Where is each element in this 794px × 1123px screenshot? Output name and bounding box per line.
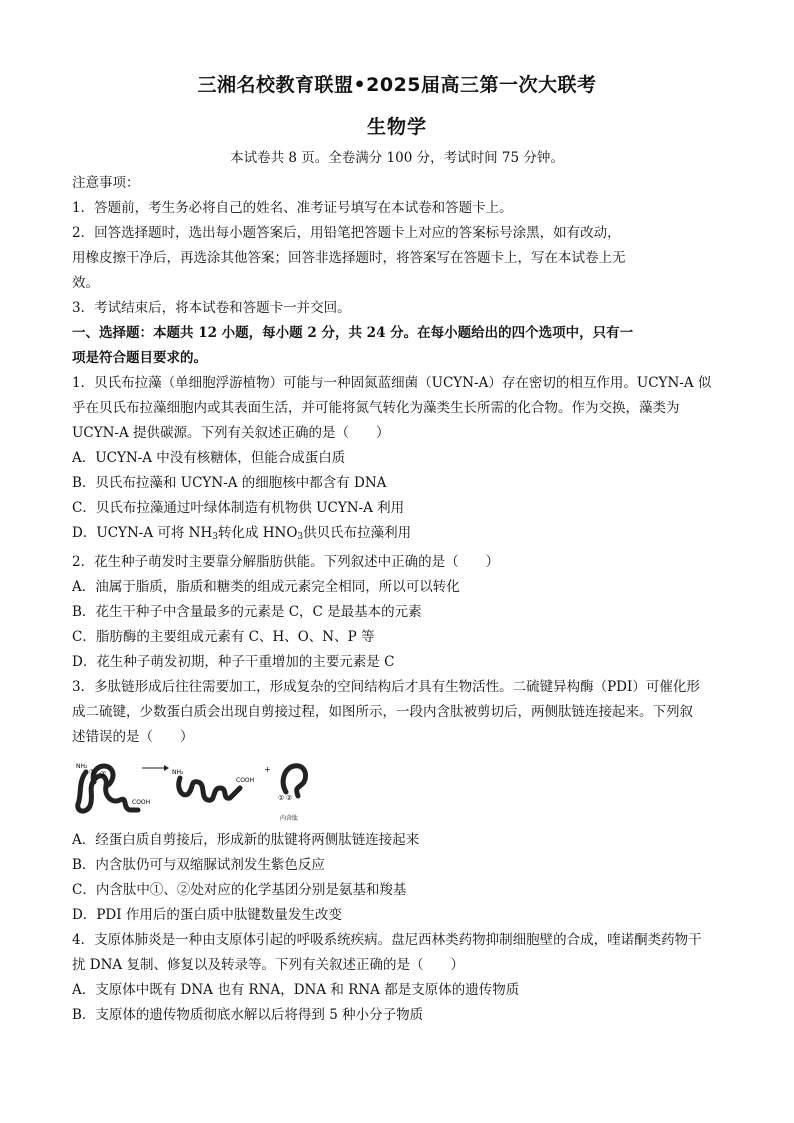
q1-option-d [72,521,722,550]
q3-option-d: D．PDI 作用后的蛋白质中肽键数量发生改变 [72,907,342,923]
marker-2-left: ② [100,770,107,778]
nh2-label-left: NH₂ [76,763,88,770]
q1-stem: 1．贝氏布拉藻（单细胞浮游植物）可能与一种固氮蓝细菌（UCYN-A）存在密切的相互作用。UCYN-A 似 [72,375,712,391]
exam-title: 三湘名校教育联盟•2025届高三第一次大联考 [197,74,597,96]
q4-option-a: A．支原体中既有 DNA 也有 RNA，DNA 和 RNA 都是支原体的遗传物质 [72,982,520,998]
q2-option-d: D．花生种子萌发初期，种子干重增加的主要元素是 C [72,654,395,670]
q1-option-c: C．贝氏布拉藻通过叶绿体制造有机物供 UCYN-A 利用 [72,500,405,516]
peptide-chain-before [78,772,138,811]
q1-d-post: 供贝氏布拉藻利用 [303,525,412,541]
peptide-chain-after [179,778,240,800]
subject-title: 生物学 [366,116,427,138]
q1-stem: UCYN-A 提供碳源。下列有关叙述正确的是（ ） [72,425,390,441]
q1-d-sub1: 3 [212,532,218,542]
note-item: 3．考试结束后，将本试卷和答题卡一并交回。 [72,300,351,316]
q3-stem: 成二硫键，少数蛋白质会出现自剪接过程，如图所示，一段内含肽被剪切后，两侧肽链连接起来。下列叙 [72,704,693,720]
intein-caption: 内含肽 [280,815,299,822]
q3-option-b: B．内含肽仍可与双缩脲试剂发生紫色反应 [72,857,325,873]
q1-d-sub2: 3 [297,532,304,542]
q2-option-b: B．花生干种子中含量最多的元素是 C，C 是最基本的元素 [72,604,422,620]
q3-option-c: C．内含肽中①、②处对应的化学基团分别是氨基和羧基 [72,882,407,898]
note-item: 2．回答选择题时，选出每小题答案后，用铅笔把答题卡上对应的答案标号涂黑，如有改动， [72,225,621,241]
q1-stem: 乎在贝氏布拉藻细胞内或其表面生活，并可能将氮气转化为藻类生长所需的化合物。作为交换，藻类为 [72,400,680,416]
q2-option-a: A．油属于脂质，脂质和糖类的组成元素完全相同，所以可以转化 [72,579,460,595]
q1-option-b: B．贝氏布拉藻和 UCYN-A 的细胞核中都含有 DNA [72,475,387,491]
exam-body [72,171,722,1028]
intein-loop [283,766,305,796]
q4-option-b: B．支原体的遗传物质彻底水解以后将得到 5 种小分子物质 [72,1007,424,1023]
q1-d-pre: D．UCYN-A 可将 NH [72,525,213,541]
arrow-head [164,765,169,771]
marker-1-intein: ① [278,794,285,802]
note-item: 1．答题前，考生务必将自己的姓名、准考证号填写在本试卷和答题卡上。 [72,200,513,216]
q4-stem: 扰 DNA 复制、修复以及转录等。下列有关叙述正确的是（ ） [72,957,464,973]
q2-option-c: C．脂肪酶的主要组成元素有 C、H、O、N、P 等 [72,629,375,645]
splicing-diagram [72,752,352,824]
note-item: 效。 [72,275,99,291]
q3-stem: 3．多肽链形成后往往需要加工，形成复杂的空间结构后才具有生物活性。二硫键异构酶（PDI）可催化形 [72,679,700,695]
cooh-label-left: COOH [132,799,151,806]
marker-1-left: ① [89,768,96,776]
exam-info: 本试卷共 8 页。全卷满分 100 分，考试时间 75 分钟。 [230,150,564,166]
q3-stem: 述错误的是（ ） [72,729,194,745]
q1-d-mid: 转化成 HNO [217,525,298,541]
note-item: 用橡皮擦干净后，再选涂其他答案；回答非选择题时，将答案写在答题卡上，写在本试卷上无 [72,250,626,266]
protein-splicing-figure [72,752,722,824]
q1-option-a: A．UCYN-A 中没有核糖体，但能合成蛋白质 [72,450,346,466]
q2-stem: 2．花生种子萌发时主要靠分解脂肪供能。下列叙述中正确的是（ ） [72,554,500,570]
notes-heading: 注意事项： [72,175,140,191]
cooh-label-right: COOH [236,777,255,784]
nh2-label-right: NH₂ [172,769,184,776]
q4-stem: 4．支原体肺炎是一种由支原体引起的呼吸系统疾病。盘尼西林类药物抑制细胞壁的合成，喹诺酮类药物干 [72,932,702,948]
plus-sign: + [264,765,271,774]
section-heading-cont: 项是符合题目要求的。 [72,350,207,366]
section-heading: 一、选择题：本题共 12 小题，每小题 2 分，共 24 分。在每小题给出的四个选项中，只有一 [72,325,634,341]
marker-2-intein: ② [286,794,293,802]
q3-option-a: A．经蛋白质自剪接后，形成新的肽键将两侧肽链连接起来 [72,832,420,848]
